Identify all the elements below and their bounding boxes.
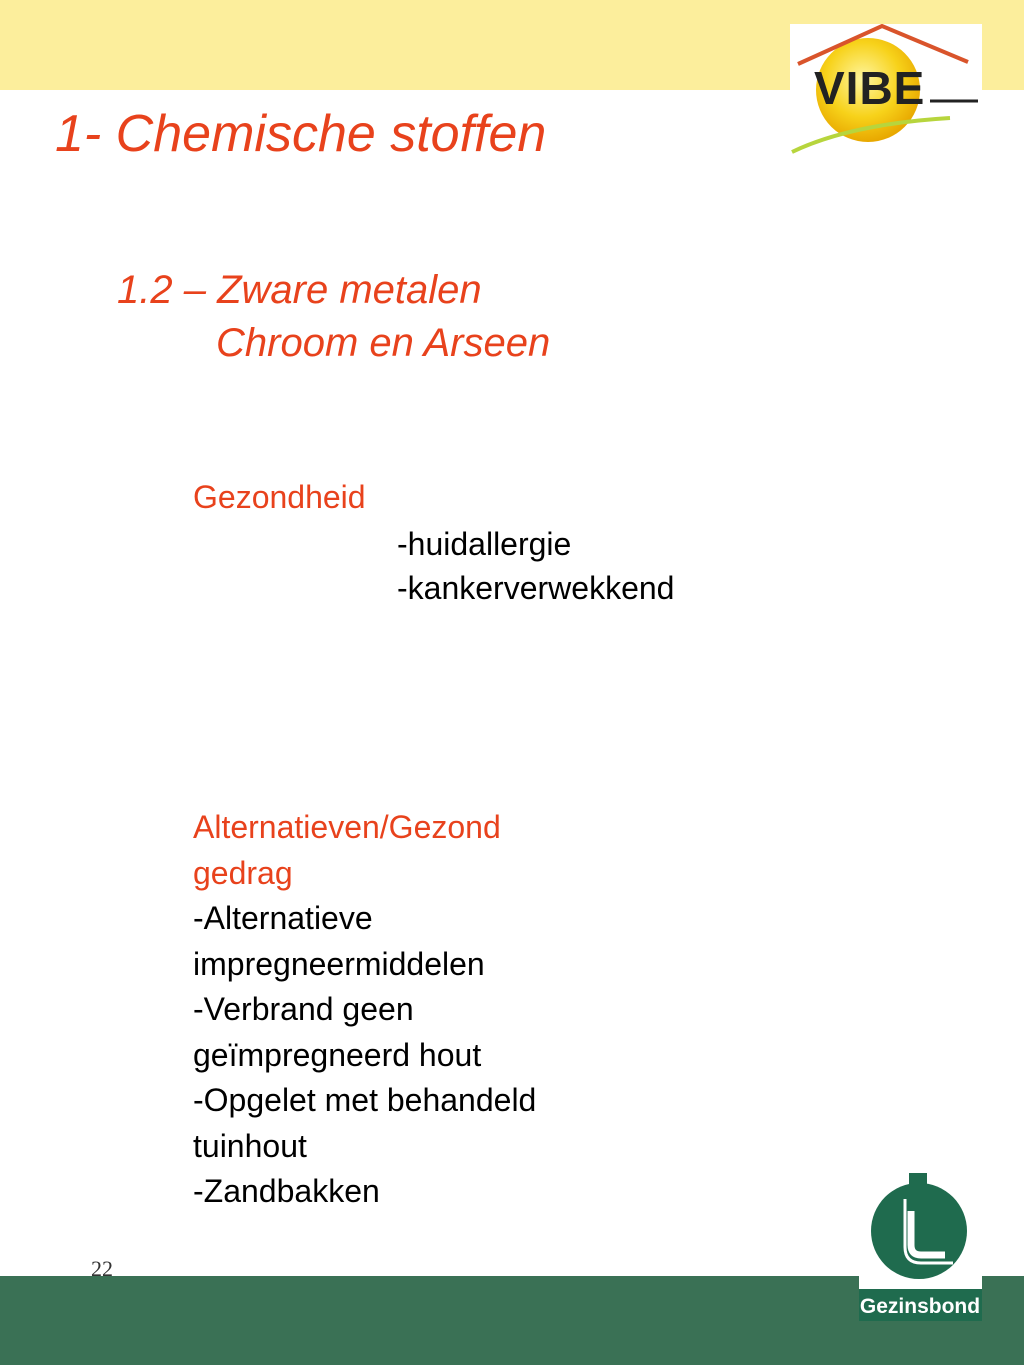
subtitle-line-2: Chroom en Arseen	[216, 321, 551, 365]
alternatives-heading: gedrag	[193, 854, 293, 891]
subtitle-line-1: 1.2 – Zware metalen	[117, 268, 482, 312]
health-item: -kankerverwekkend	[397, 570, 675, 606]
alternatives-line: -Zandbakken	[193, 1173, 380, 1209]
vibe-sun-house-icon	[790, 24, 982, 156]
alternatives-line: impregneermiddelen	[193, 945, 485, 982]
gezinsbond-emblem-icon	[859, 1167, 982, 1321]
vibe-logo-text: VIBE	[814, 62, 926, 114]
slide-title: 1- Chemische stoffen	[55, 105, 547, 163]
alternatives-line: -Alternatieve	[193, 900, 373, 936]
gezinsbond-logo-text: Gezinsbond	[859, 1295, 981, 1318]
alternatives-line: tuinhout	[193, 1127, 307, 1164]
gezinsbond-logo	[859, 1167, 982, 1321]
health-item: -huidallergie	[397, 526, 572, 562]
vibe-logo	[790, 24, 982, 156]
alternatives-line: -Opgelet met behandeld	[193, 1082, 537, 1118]
alternatives-section	[193, 805, 653, 1215]
alternatives-line: geïmpregneerd hout	[193, 1036, 482, 1073]
alternatives-heading: Alternatieven/Gezond	[193, 809, 501, 845]
slide-number: 22	[91, 1256, 113, 1281]
health-heading: Gezondheid	[193, 479, 366, 515]
alternatives-line: -Verbrand geen	[193, 991, 414, 1027]
